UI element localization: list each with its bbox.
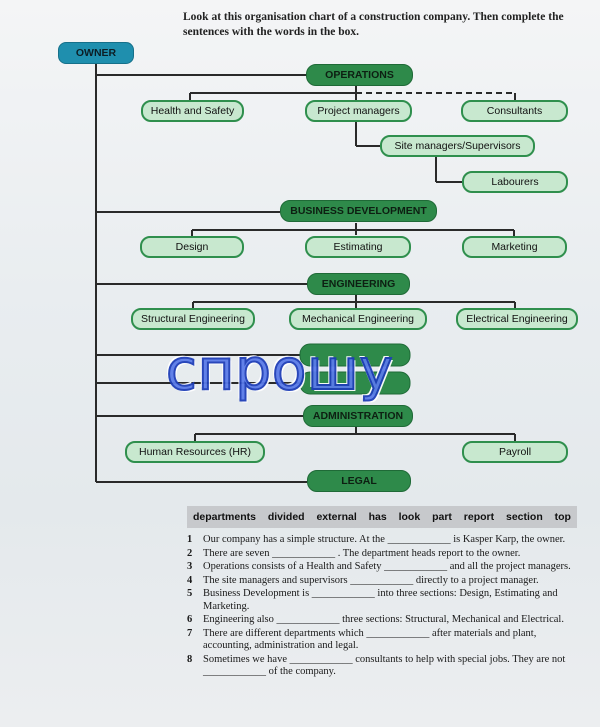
instructions-text: Look at this organisation chart of a construction company. Then complete the sentences with the words in the box. [183,11,564,38]
sentence-item [187,548,587,561]
sentence-number: 7 [187,627,193,639]
sentence-number: 5 [187,588,193,599]
marketing-node: Marketing [462,236,567,258]
word-item: top [554,511,571,523]
word-item: has [368,511,387,523]
owner-node: OWNER [58,42,134,64]
sentence-text: Sometimes we have ____________ consultants to help with special jobs. They are not ____________ of the company. [203,653,566,677]
design-node: Design [140,236,244,258]
sentence-text: Business Development is ____________ into three sections: Design, Estimating and Marketing. [203,588,558,612]
word-item: part [432,511,452,523]
business-development-node: BUSINESS DEVELOPMENT [280,200,437,222]
sentence-number: 2 [187,547,193,559]
administration-node: ADMINISTRATION [303,405,413,427]
sentence-text: Engineering also ____________ three sections: Structural, Mechanical and Electrical. [203,614,564,625]
electrical-engineering-node: Electrical Engineering [456,308,578,330]
sentence-number: 8 [187,653,193,665]
word-item: section [506,511,543,523]
word-box [187,506,577,528]
sentence-text: Our company has a simple structure. At the ____________ is Kasper Karp, the owner. [203,534,566,545]
sentence-number: 6 [187,614,193,625]
sentence-number: 3 [187,561,193,572]
word-item: look [398,511,421,523]
structural-engineering-node: Structural Engineering [131,308,255,330]
legal-node: LEGAL [307,470,411,492]
word-item: departments [192,511,256,523]
estimating-node: Estimating [305,236,411,258]
sentence-item [187,575,587,588]
exercise-sentences [187,534,587,680]
sentence-item [187,534,587,547]
sentence-item [187,628,587,653]
sentence-text: The site managers and supervisors ____________ directly to a project manager. [203,574,539,586]
sentence-item [187,588,587,613]
sentence-text: There are seven ____________ . The department heads report to the owner. [203,547,521,559]
health-safety-node: Health and Safety [141,100,244,122]
operations-node: OPERATIONS [306,64,413,86]
hr-node: Human Resources (HR) [125,441,265,463]
sentence-text: Operations consists of a Health and Safety ____________ and all the project managers. [203,561,571,572]
sentence-item [187,654,587,679]
sentence-text: There are different departments which ____________ after materials and plant, accounting, administration and legal. [203,627,537,651]
word-item: external [316,511,357,523]
consultants-node: Consultants [461,100,568,122]
sentence-number: 4 [187,574,193,586]
sentence-item [187,561,587,574]
engineering-node: ENGINEERING [307,273,410,295]
sentence-item [187,614,587,627]
payroll-node: Payroll [462,441,568,463]
watermark-text: спрошу [166,338,394,403]
word-item: report [463,511,495,523]
labourers-node: Labourers [462,171,568,193]
site-managers-node: Site managers/Supervisors [380,135,535,157]
sentence-number: 1 [187,534,193,545]
mechanical-engineering-node: Mechanical Engineering [289,308,427,330]
project-managers-node: Project managers [305,100,412,122]
word-item: divided [267,511,305,523]
